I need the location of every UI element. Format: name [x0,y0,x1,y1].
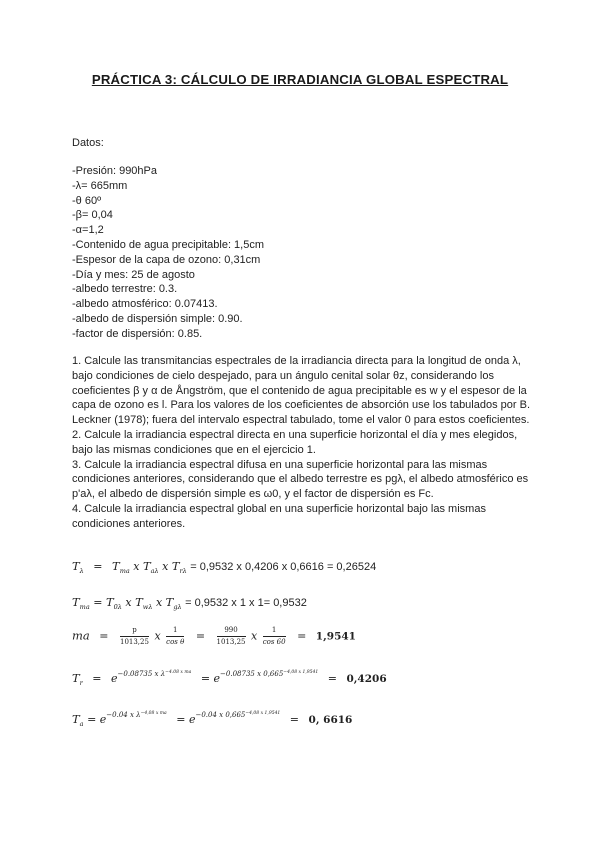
eq2-x2: x [155,596,163,609]
eq4-equals-2: = [200,672,211,685]
eq5-lhs: T [72,712,80,726]
eq5-equals-2: = [176,713,186,726]
eq1-lhs: T [72,559,80,573]
eq3-x1: x [154,629,161,643]
datos-item: -Día y mes: 25 de agosto [72,268,195,281]
datos-item: -albedo terrestre: 0.3. [72,283,178,296]
equation-t-a [72,711,352,728]
eq4-exp1: −0.08735 x λ [117,670,166,678]
equation-t-ma [72,595,307,611]
eq1-t1: T [112,559,120,573]
datos-item: -Espesor de la capa de ozono: 0,31cm [72,253,261,266]
eq3-equals: = [99,629,109,643]
exercise-2: 2. Calcule la irradiancia espectral directa en una superficie horizontal el día y mes elegidos, bajo las mismas condiciones que en el ejercicio 1. [72,428,518,456]
datos-item: -albedo atmosférico: 0.07413. [72,298,218,311]
eq3-fraction-1 [120,626,149,647]
eq4-lhs-sub: r [79,679,83,687]
datos-item: -factor de dispersión: 0.85. [72,327,203,340]
eq5-exp2: −0.04 x 0,665 [195,711,246,719]
eq3-lhs: ma [72,628,90,643]
eq2-lhs-sub: ma [79,603,90,611]
eq3-f3-den: 1013,25 [216,638,246,646]
eq5-equals-3: = [289,713,300,726]
equation-ma [72,626,356,647]
eq2-t1: T [105,595,114,609]
page-title: PRÁCTICA 3: CÁLCULO DE IRRADIANCIA GLOBAL ESPECTRAL [91,72,509,87]
eq4-exp1-sup: −4.08 x ma [165,670,192,675]
eq5-exp2-sup: −4,08 x 1,9541 [245,711,281,716]
datos-list [72,164,264,342]
eq3-f2-den: cos θ [166,638,185,646]
eq3-f4-den: cos 60 [262,638,286,646]
eq5-base-2: e [188,713,196,726]
eq3-fraction-4 [263,626,286,647]
eq1-t1-sub: ma [119,567,130,575]
eq3-f4-num: 1 [263,626,286,637]
eq1-equals: = [93,560,103,573]
datos-label: Datos: [72,137,104,149]
exercise-1: 1. Calcule las transmitancias espectrales de la irradiancia directa para la longitud de onda λ, bajo condiciones de cielo despejado, para un ángulo cenital solar θz, considerando los coeficientes β y α de Ångström, que el contenido de agua precipitable es w y el espesor de la capa de ozono es l. Para los valores de los coeficientes de absorción use los tabulados por B. Leckner (1978); fuera del intervalo espectral tabulado, tome el valor 0 para estos coeficientes. [72,355,530,427]
eq2-lhs: T [72,595,80,609]
eq5-equals: = [87,713,97,726]
eq3-equals-3: = [297,629,307,643]
exercise-3: 3. Calcule la irradiancia espectral difusa en una superficie horizontal para las mismas condiciones anteriores, considerando que el albedo terrestre es pgλ, el albedo atmosférico es p'aλ, el albedo de dispersión simple es ω0, y el factor de dispersión es Fc. [72,458,529,501]
eq4-equals: = [92,672,102,685]
eq4-exp2: −0.08735 x 0,665 [220,670,284,678]
eq2-t3-sub: gλ [173,603,182,611]
eq1-t3-sub: rλ [179,567,187,575]
exercises-block [72,354,534,532]
eq3-equals-2: = [195,629,206,643]
eq5-exp1-sup: −4,08 x ma [140,711,167,716]
datos-item: -β= 0,04 [72,209,113,222]
eq3-f1-den: 1013,25 [119,638,149,646]
eq1-t2: T [142,559,151,573]
eq2-t2-sub: wλ [142,603,153,611]
eq1-x2: x [162,560,169,573]
eq3-f2-num: 1 [166,626,184,637]
eq5-base: e [99,713,107,726]
eq2-result: = 0,9532 x 1 x 1= 0,9532 [185,597,307,609]
datos-item: -Presión: 990hPa [72,165,157,177]
eq4-exp2-sup: −4,08 x 1,9541 [283,670,319,675]
equation-t-r [72,670,387,687]
eq5-result: 0, 6616 [308,714,353,726]
eq1-x1: x [133,560,140,573]
datos-item: -albedo de dispersión simple: 0.90. [72,312,243,325]
eq2-t1-sub: 0λ [113,603,122,611]
eq1-t2-sub: aλ [150,567,159,575]
eq1-result: = 0,9532 x 0,4206 x 0,6616 = 0,26524 [190,561,377,573]
datos-item: -α=1,2 [72,224,104,237]
eq4-base-2: e [213,672,221,685]
datos-item: -λ= 665mm [72,179,128,192]
eq4-base: e [111,672,118,685]
eq2-x1: x [125,596,132,609]
eq3-result: 1,9541 [315,630,356,643]
eq4-equals-3: = [327,672,337,685]
eq5-lhs-sub: a [79,720,84,728]
eq3-fraction-3 [217,626,246,647]
eq1-lhs-sub: λ [79,567,84,575]
eq2-equals: = [93,596,103,609]
datos-item: -θ 60º [72,194,102,207]
eq3-f3-num: 990 [217,626,246,637]
exercise-4: 4. Calcule la irradiancia espectral global en una superficie horizontal bajo las mismas condiciones anteriores. [72,502,486,530]
eq1-t3: T [171,559,180,573]
eq2-t3: T [165,595,174,609]
eq3-x2: x [251,629,258,643]
eq4-lhs: T [72,671,80,685]
eq2-t2: T [135,595,143,609]
eq3-fraction-2 [166,626,184,647]
eq3-f1-num: p [120,626,149,637]
eq4-result: 0,4206 [346,673,387,685]
eq5-exp1: −0.04 x λ [106,711,141,719]
datos-item: -Contenido de agua precipitable: 1,5cm [72,238,265,251]
equation-t-lambda [72,559,376,575]
